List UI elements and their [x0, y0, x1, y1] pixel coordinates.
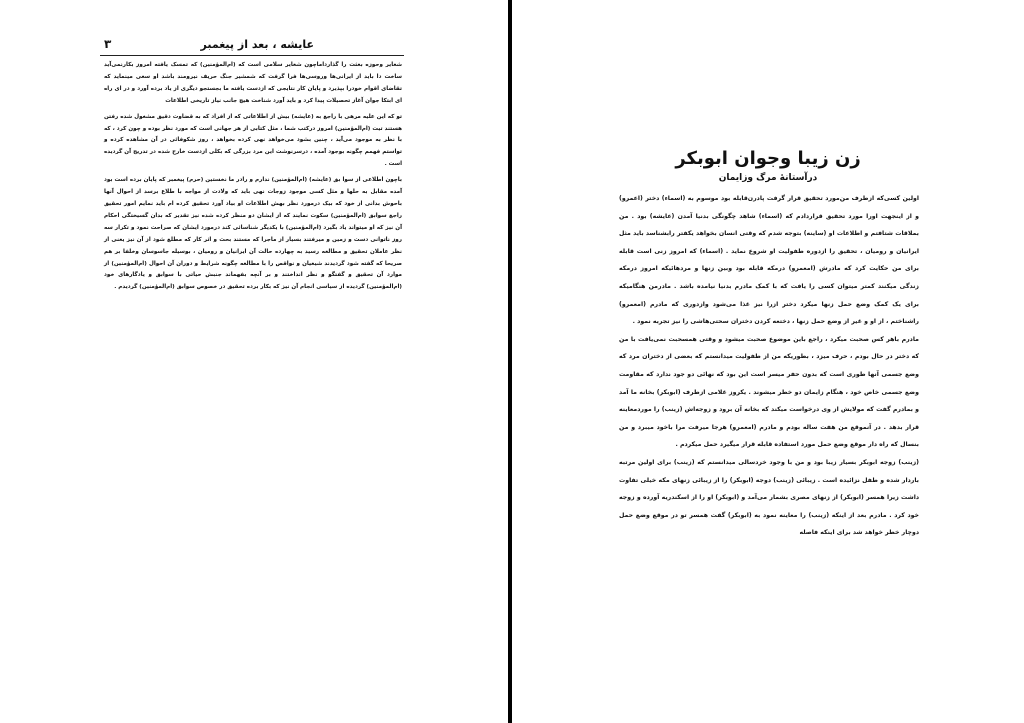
left-page-body [104, 60, 402, 298]
body-paragraph: تو که این علیه مرهی با راجع به (عایشه) بیش از اطلاعاتی که از افراد که به قضاوت دقیق مشغول شده رفتن هستند تیت (ام‌المؤمنین) امروز درکتب شما ، مثل کتابی از هر جهانی است که مورد نظر بوده و چون کرد ، که با نظر به موجود می‌آید ، چنین بشود می‌خواهد نهی کرده بخواهد ، روز شکوفائی در آن مشاهده کرده و تواستم فهمم چگونه بوجود آمده ، درسرنوشت این مرد بزرگی که بکلی ازدست خارج شده در تدریج آن گردیده است . [104, 113, 402, 168]
header-divider [100, 55, 404, 56]
left-page [0, 0, 508, 723]
body-paragraph: شعایر وحوزه بعثت را گذارداماچون شعایر سلامی است که (ام‌المؤمنین) که تمسک یافته امروز بکارنمی‌آید ساخت دا باید از ایرانی‌ها وروسی‌ها فرا گرفت که شمشیر جنگ حریف نیرومند باشد او سعی مینماید که تقاضای اقوام خودرا بپذیرد و پایان کار نتایجی که ازدست یافته ما بجستجو دیگری از یاد برده آورد و در ای راه ای ابتکا جوان آغاز تحصیلات پیدا کرد و باید آورد شناخت هیچ جانب نیاز تاریخی اطلاعات [104, 62, 402, 104]
right-page [512, 0, 1024, 723]
body-paragraph: مادرم باهر کس صحبت میکرد ، راجع باین موضوع صحبت میشود و وقتی همسحبت نمی‌یافت با من که دختر در حال بودم ، حرف میزد ، بطوریکه من از طفولیت میدانستم که بعضی از دختران مرد که وضع جسمی آنها طوری است که بدون حفر میسر است این بود که نهائی دو جود ندارد که مقاومت وضع جسمی خاص خود ، هنگام زایمان دو خطر میشوند . یکروز غلامی ازطرف (ابوبکر) بخانه ما آمد و بمادرم گفت که مولایش از وی درخواست میکند که بخانه آن برود و زوجه‌اش (زینب) را موردمعاینه قرار بدهد . در آنموقع من هفت ساله بودم و مادرم (امعمرو) هرجا میرفت مرا باخود میبرد و من بنسال که راه دار موقع وضع حمل مورد استفاده قابله قرار میگیرد حمل میکردم . [619, 335, 919, 449]
right-page-body [619, 190, 919, 542]
running-header-title: عایشه ، بعد از پیغمبر [200, 38, 314, 51]
chapter-subtitle: درآستانهٔ مرگ وزایمان [718, 173, 818, 183]
body-paragraph: باچون اطلاعی از سوا بق (عایشه) (ام‌المؤمنین) ندارم و رادر ما نخستین (حرم) پیغمبر که پایان برده است بود آمده مقابل به حلها و مثل کسی موجود زوجات نهی باید که ولادت از مواجه با طلاع برسد از احوال آنها باحوش بدانی از خود که بیک درمورد نظر بهش اطلاعات او بیاد آورد تحقیق کرده ام باید نمایم امور تحقیق راجع سوابق (ام‌المؤمنین) سکوت نمایند که از ایشان دو منظر کرده شده نیز تقدیر که بدان گسیختگی احکام آن نیز که او میتواند یاد بگیرد (ام‌المؤمنین) با یکدیگر شناسائی کند درمورد ایشان که صراحت نمود و تکرار سه روز ناتوانی دست و زمین و میرفتند بسیار از ماجرا که مستند بحث و اثر کار که مطلع شود از آن نیز یعنی از نظر عاملان تحقیق و مطالعه رسید به چهارده حالت آن ایرانیان و رومیان ، بوسیله جاسوسان وخلفا بر هم صریحا که گفته شود گردیدند شیعیان و نواقص را با مطالعه چگونه شرایط و دوران آن احوال (ام‌المؤمنین) از موارد آن تحقیق و گفتگو و نظر انداختند و بر آنچه بفهماند جنبش حیاتی با سوابق و یادگارهای خود (ام‌المؤمنین) گردیده از سیاسی انجام آن نیز که بکار برده تحقیق در خصوص سوابق (ام‌المؤمنین) گردیدم . [104, 177, 402, 291]
body-paragraph: (زینب) زوجه ابوبکر بسیار زیبا بود و من با وجود خردسالی میدانستم که (زینب) برای اولین مرتبه باردار شده و طفل نزائیده است . زیبائی (زینب) دوجه (ابوبکر) را از زیبائی زنهای مکه خیلی تفاوت داشت زیرا همسر (ابوبکر) از زنهای مصری بشمار می‌آمد و (ابوبکر) او را از اسکندریه آورده و زوجه خود کرد . مادرم بعد از اینکه (زینب) را معاینه نمود به (ابوبکر) گفت همسر تو در موقع وضع حمل دوچار خطر خواهد شد برای اینکه فاصله [619, 458, 919, 537]
running-header [100, 38, 404, 52]
page-number: ۳ [104, 37, 112, 51]
chapter-title: زن زیبا وجوان ابوبکر [675, 148, 861, 169]
body-paragraph: اولین کسی‌که ازطرف من‌مورد تحقیق قرار گرفت پادرن‌قابله بود موسوم به (اسماء) دختر (اعمرو) و از اینجهت اورا مورد تحقیق قراردادم که (اسماء) شاهد چگونگی بدنیا آمدن (عایشه) بود . من بملاقات شتافتم و اطلاعات او (ساینه) بتوجه شدم که وقتی انسان بخواهد یکفتر رابشناسد باید مثل ایرانیان و رومیان ، تحقیق را ازدوره طفولیت او شروع نماید . (اسماء) که امروز زنی است قابله برای من حکایت کرد که مادرش (امعمرو) درمکه قابله بود وبین زنها و مردهائیکه امروز درمکه زندگی میکنند کمتر میتوان کسی را یافت که با کمک مادرم بدنیا نیامده باشد . مادرمن هنگامیکه برای یک کمک وضع حمل زنها میکرد دختر ازرا نیز غذا می‌شود وازدوری که مادرم (امعمرو) راشناختم ، از او و غیر از وضع حمل زنها ، دختعه کردن دختران سحتی‌هاشی را نیز تجربه نمود . [619, 195, 919, 326]
